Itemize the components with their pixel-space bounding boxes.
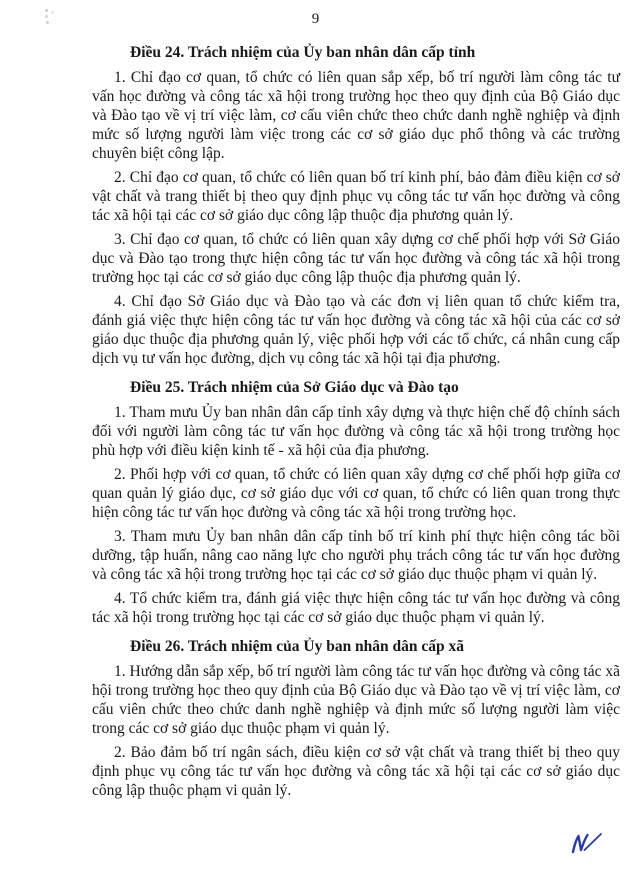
article-25-section [92,378,620,627]
article-25-paragraph-1: 1. Tham mưu Ủy ban nhân dân cấp tỉnh xây dựng và thực hiện chế độ chính sách đối với người làm công tác tư vấn học đường và công tác xã hội trong trường học phù hợp với điều kiện kinh tế - xã hội của địa phương. [92,404,620,459]
article-26-section [92,637,620,800]
article-24-heading: Điều 24. Trách nhiệm của Ủy ban nhân dân cấp tỉnh [130,44,476,61]
document-body [92,43,620,800]
article-25-heading: Điều 25. Trách nhiệm của Sở Giáo dục và Đào tạo [130,379,459,396]
article-26-paragraph-2: 2. Bảo đảm bố trí ngân sách, điều kiện cơ sở vật chất và trang thiết bị theo quy định phục vụ công tác tư vấn học đường và công tác xã hội tại các cơ sở giáo dục công lập thuộc phạm vi quản lý. [92,744,620,799]
article-26-paragraph-1: 1. Hướng dẫn sắp xếp, bố trí người làm công tác tư vấn học đường và công tác xã hội trong trường học theo quy định của Bộ Giáo dục và Đào tạo về vị trí việc làm, cơ cấu viên chức theo chức danh nghề nghiệp và định mức số lượng người làm việc trong các cơ sở giáo dục thuộc phạm vi quản lý. [92,663,620,737]
article-25-paragraph-4: 4. Tổ chức kiểm tra, đánh giá việc thực hiện công tác tư vấn học đường và công tác xã hội trong trường học tại các cơ sở giáo dục thuộc phạm vi quản lý. [92,590,620,626]
article-24-paragraph-2: 2. Chỉ đạo cơ quan, tổ chức có liên quan bố trí kinh phí, bảo đảm điều kiện cơ sở vật chất và trang thiết bị theo quy định phục vụ công tác tư vấn học đường và công tác xã hội tại các cơ sở giáo dục công lập thuộc địa phương quản lý. [92,169,620,224]
article-25-paragraph-3: 3. Tham mưu Ủy ban nhân dân cấp tỉnh bố trí kinh phí thực hiện công tác bồi dưỡng, tập huấn, nâng cao năng lực cho người phụ trách công tác tư vấn học đường và công tác xã hội trong trường học tại các cơ sở giáo dục thuộc phạm vi quản lý. [92,528,620,583]
staple-mark [45,9,48,12]
article-24-paragraph-3: 3. Chỉ đạo cơ quan, tổ chức có liên quan xây dựng cơ chế phối hợp với Sở Giáo dục và Đào tạo trong thực hiện công tác tư vấn học đường và công tác xã hội trong trường học tại các cơ sở giáo dục công lập thuộc địa phương quản lý. [92,231,620,286]
page-number: 9 [311,11,320,27]
article-24-paragraph-1: 1. Chỉ đạo cơ quan, tổ chức có liên quan sắp xếp, bố trí người làm công tác tư vấn học đường và công tác xã hội trong trường học theo quy định của Bộ Giáo dục và Đào tạo về vị trí việc làm, cơ cấu viên chức theo chức danh nghề nghiệp và định mức số lượng người làm việc trong các cơ sở giáo dục phổ thông và các trường chuyên biệt công lập. [92,69,620,162]
signature-initial-icon [570,831,604,857]
article-24-section [92,43,620,368]
article-24-paragraph-4: 4. Chỉ đạo Sở Giáo dục và Đào tạo và các đơn vị liên quan tổ chức kiểm tra, đánh giá việc thực hiện công tác tư vấn học đường và công tác xã hội của các cơ sở giáo dục thuộc địa phương quản lý, việc phối hợp với các tổ chức, cá nhân cung cấp dịch vụ tư vấn học đường, dịch vụ công tác xã hội tại địa phương. [92,293,620,367]
article-25-paragraph-2: 2. Phối hợp với cơ quan, tổ chức có liên quan xây dựng cơ chế phối hợp giữa cơ quan quản lý giáo dục, cơ sở giáo dục với cơ quan, tổ chức có liên quan trong thực hiện công tác tư vấn học đường và công tác xã hội trong trường học. [92,466,620,521]
article-26-heading: Điều 26. Trách nhiệm của Ủy ban nhân dân cấp xã [130,638,465,655]
